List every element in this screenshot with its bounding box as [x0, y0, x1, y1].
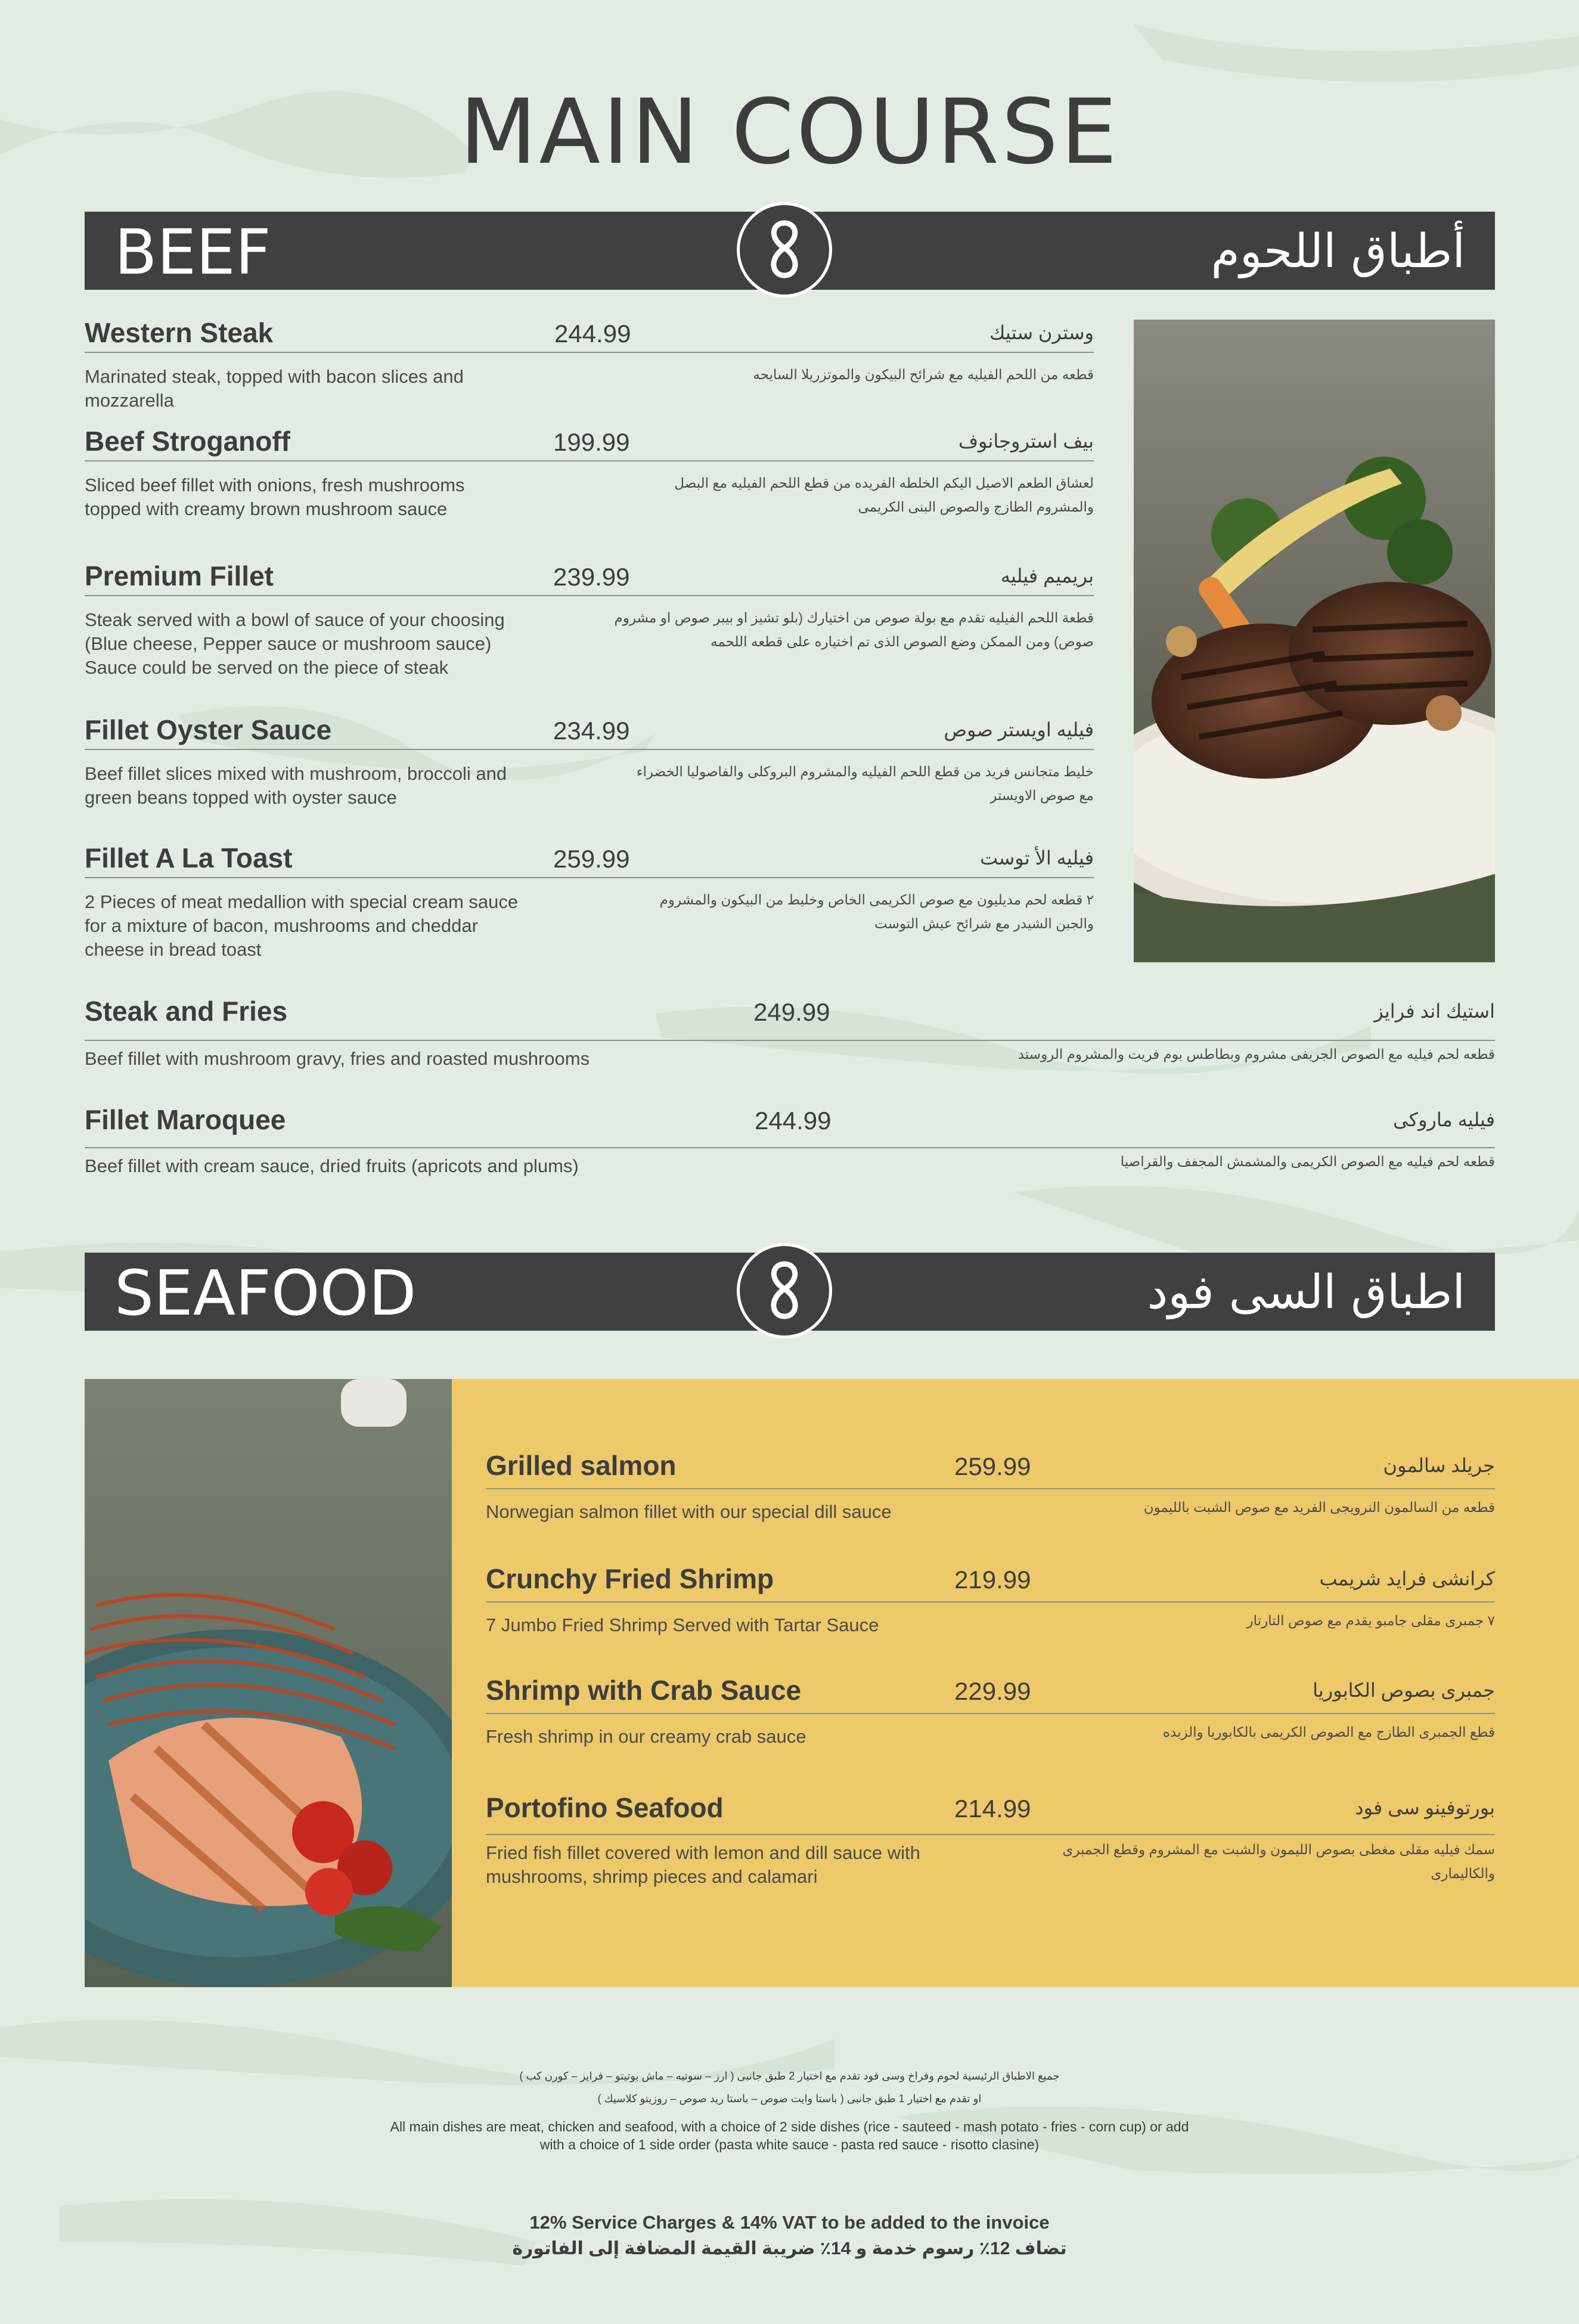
- sides-note-ar-2: او تقدم مع اختيار 1 طبق جانبى ( باستا وايت صوص – باستا ريد صوص – روزيتو كلاسيك ): [597, 2093, 982, 2105]
- item-description: Beef fillet with mushroom gravy, fries and roasted mushrooms: [85, 1048, 590, 1069]
- divider: [486, 1488, 1495, 1489]
- menu-item: [85, 316, 1094, 411]
- item-price: 199.99: [553, 428, 630, 456]
- brand-logo-icon: [737, 202, 832, 298]
- item-name: Crunchy Fried Shrimp: [486, 1563, 774, 1594]
- item-description-ar: قطعه لحم فيليه مع الصوص الجريفى مشروم وبطاطس بوم فريت والمشروم الروستد: [1017, 1046, 1495, 1062]
- item-price: 214.99: [954, 1795, 1031, 1823]
- item-price: 219.99: [954, 1566, 1031, 1594]
- item-name-ar: فيليه اويستر صوص: [944, 719, 1094, 740]
- item-name-ar: وسترن ستيك: [989, 322, 1094, 343]
- item-description: Marinated steak, topped with bacon slices and mozzarella: [85, 366, 464, 411]
- item-description-ar: ٧ جمبرى مقلى جامبو يقدم مع صوص التارتار: [1246, 1613, 1495, 1628]
- item-description: 2 Pieces of meat medallion with special cream sauce for a mixture of bacon, mushrooms and cheddar cheese in bread toast: [85, 891, 519, 960]
- brand-logo-icon: [737, 1243, 832, 1338]
- item-description-ar: ٢ قطعه لحم مديليون مع صوص الكريمى الخاص وخليط من البيكون والمشروم والجبن الشيدر مع شرائح عيش التوست: [659, 892, 1094, 931]
- sides-note-en-1: All main dishes are meat, chicken and seafood, with a choice of 2 side dishes (rice - sauteed - mash potato - fries - corn cup) or add: [390, 2119, 1189, 2134]
- item-name: Fillet A La Toast: [85, 842, 293, 873]
- item-name: Shrimp with Crab Sauce: [486, 1675, 802, 1706]
- item-name-ar: بريميم فيليه: [1000, 565, 1094, 587]
- menu-item: [85, 424, 1094, 532]
- item-name: Beef Stroganoff: [85, 426, 290, 457]
- item-description: 7 Jumbo Fried Shrimp Served with Tartar Sauce: [486, 1615, 879, 1635]
- item-name-ar: فيليه ماروكى: [1393, 1109, 1495, 1130]
- item-price: 259.99: [954, 1452, 1031, 1480]
- item-description-ar: خليط متجانس فريد من قطع اللحم الفيليه والمشروم البروكلى والفاصوليا الخضراء مع صوص الاويستر: [636, 764, 1094, 803]
- item-description-ar: قطعة اللحم الفيليه تقدم مع بولة صوص من اختيارك (بلو تشيز او بيبر صوص او مشروم صوص) ومن الممكن وضع الصوص الذى تم اختياره على قطعه اللحمه: [614, 610, 1094, 649]
- beef-section-header: [85, 212, 1495, 290]
- divider: [85, 749, 1094, 750]
- divider: [85, 1040, 1495, 1041]
- item-description: Fried fish fillet covered with lemon and dill sauce with mushrooms, shrimp pieces and calamari: [486, 1842, 920, 1887]
- seafood-heading-ar: اطباق السى فود: [1147, 1266, 1465, 1319]
- service-charge-en: 12% Service Charges & 14% VAT to be added to the invoice: [529, 2212, 1050, 2233]
- salmon-photo: [85, 1379, 452, 1987]
- item-name-ar: جمبرى بصوص الكابوريا: [1313, 1680, 1495, 1701]
- item-name: Premium Fillet: [85, 560, 274, 591]
- menu-item: [85, 994, 1495, 1078]
- item-name-ar: فيليه الأ توست: [980, 847, 1094, 869]
- service-charge-ar: تضاف 12٪ رسوم خدمة و 14٪ ضريبة القيمة المضافة إلى الفاتورة: [512, 2239, 1067, 2258]
- menu-item: [486, 1562, 1495, 1646]
- item-name: Fillet Oyster Sauce: [85, 714, 332, 745]
- item-name: Steak and Fries: [85, 996, 288, 1027]
- item-description: Beef fillet slices mixed with mushroom, broccoli and green beans topped with oyster sauce: [85, 763, 507, 808]
- menu-item: [486, 1674, 1495, 1757]
- item-description: Fresh shrimp in our creamy crab sauce: [486, 1726, 806, 1747]
- item-name-ar: كرانشى فرايد شريمب: [1319, 1568, 1495, 1589]
- item-description-ar: قطع الجمبرى الطازج مع الصوص الكريمى بالكابوريا والزبده: [1162, 1724, 1495, 1740]
- item-description-ar: قطعه لحم فيليه مع الصوص الكريمى والمشمش المجفف والقراصيا: [1120, 1154, 1495, 1169]
- sides-note-ar-1: جميع الاطباق الرئيسية لحوم وفراخ وسى فود تقدم مع اختيار 2 طبق جانبى ( ارز – سوتيه – ماش بوتيتو – فرايز – كورن كب ): [519, 2070, 1060, 2082]
- item-price: 229.99: [954, 1677, 1031, 1705]
- item-description: Beef fillet with cream sauce, dried fruits (apricots and plums): [85, 1155, 579, 1176]
- item-name: Western Steak: [85, 317, 274, 348]
- item-description-ar: لعشاق الطعم الاصيل اليكم الخلطه الفريده من قطع اللحم الفيليه مع البصل والمشروم الطازج والصوص البنى الكريمى: [674, 475, 1094, 515]
- beef-heading-ar: أطباق اللحوم: [1211, 225, 1465, 278]
- divider: [85, 877, 1094, 878]
- item-name-ar: بورتوفينو سى فود: [1355, 1797, 1495, 1818]
- divider: [85, 1147, 1495, 1148]
- menu-item: [486, 1791, 1495, 1910]
- item-name-ar: بيف استروجانوف: [958, 430, 1094, 452]
- menu-item: [85, 559, 1094, 690]
- item-description: Steak served with a bowl of sauce of your choosing (Blue cheese, Pepper sauce or mushroom sauce) Sauce could be served on the piece of steak: [85, 609, 505, 678]
- item-price: 239.99: [553, 563, 630, 591]
- menu-item: [486, 1449, 1495, 1532]
- seafood-heading-en: SEAFOOD: [114, 1257, 417, 1330]
- item-description: Sliced beef fillet with onions, fresh mushrooms topped with creamy brown mushroom sauce: [85, 475, 465, 519]
- menu-item: [85, 1103, 1495, 1186]
- divider: [85, 595, 1094, 596]
- item-description-ar: سمك فيليه مقلى مغطى بصوص الليمون والشبت مع المشروم وقطع الجمبرى والكاليمارى: [1062, 1842, 1495, 1881]
- item-name: Fillet Maroquee: [85, 1104, 286, 1135]
- divider: [486, 1713, 1495, 1714]
- item-name-ar: جريلد سالمون: [1383, 1455, 1495, 1476]
- item-price: 249.99: [753, 998, 830, 1026]
- sides-note-en-2: with a choice of 1 side order (pasta white sauce - pasta red sauce - risotto clasine): [539, 2137, 1040, 2152]
- item-price: 234.99: [553, 717, 630, 745]
- item-price: 244.99: [755, 1107, 832, 1135]
- seafood-section-header: [85, 1253, 1495, 1331]
- divider: [85, 352, 1094, 353]
- item-name-ar: استيك اند فرايز: [1374, 1000, 1495, 1022]
- item-description-ar: قطعه من اللحم الفيليه مع شرائح البيكون والموتزريلا السايحه: [753, 367, 1094, 382]
- menu-item: [85, 841, 1094, 972]
- menu-item: [85, 713, 1094, 820]
- steak-photo: [1134, 320, 1495, 962]
- divider: [486, 1601, 1495, 1603]
- item-price: 259.99: [553, 845, 630, 873]
- beef-heading-en: BEEF: [114, 216, 271, 289]
- item-name: Grilled salmon: [486, 1450, 677, 1481]
- item-description: Norwegian salmon fillet with our special dill sauce: [486, 1501, 892, 1522]
- item-price: 244.99: [554, 320, 631, 348]
- item-description-ar: قطعه من السالمون النرويجى الفريد مع صوص الشبت بالليمون: [1143, 1499, 1495, 1515]
- divider: [85, 460, 1094, 461]
- item-name: Portofino Seafood: [486, 1792, 724, 1823]
- divider: [486, 1834, 1495, 1835]
- page-title: MAIN COURSE: [460, 80, 1119, 184]
